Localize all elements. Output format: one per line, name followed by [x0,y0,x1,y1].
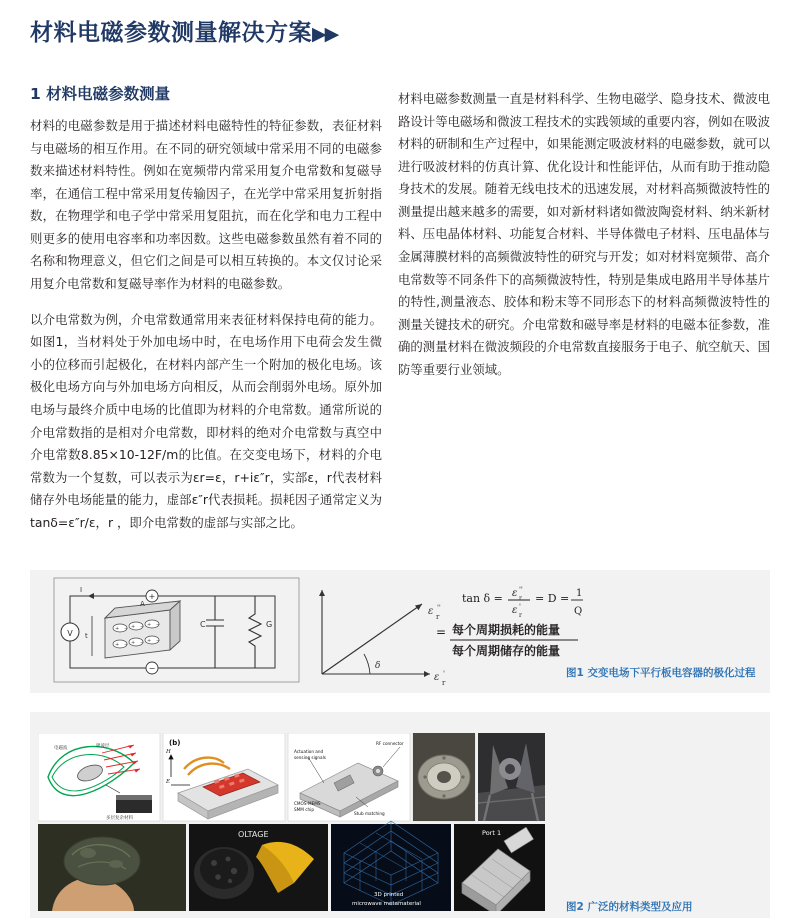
svg-text:ε: ε [512,588,518,599]
paragraph: 材料的电磁参数是用于描述材料电磁特性的特征参数，表征材料与电磁场的相互作用。在不同的研究领域中常采用不同的电磁参数来描述材料特性。例如在宽频带内常采用复介电常数和复磁导率，在通信工程中常采用复传输因子，在光学中常采用复折射指数，在物理学和电子学中常采用复阻抗，而在化学和电力工程中则更多的使用电容率和功率因数。这些电磁参数虽然有着不同的名称和物理意义，但它们之间是可以相互转换的。本文仅讨论采用复介电常数和复磁导率作为材料的电磁参数。 [30,118,382,292]
svg-text:=: = [436,625,447,639]
right-column [398,88,770,382]
figure-2-caption-text: 广泛的材料类型及应用 [587,901,693,913]
svg-text:SMM chip: SMM chip [294,807,314,812]
svg-text:−: − [148,664,156,673]
svg-text:CMOS-MEMS: CMOS-MEMS [294,801,321,806]
svg-text:每个周期储存的能量: 每个周期储存的能量 [452,644,561,658]
svg-text:ε: ε [428,606,434,617]
title-arrows-icon: ▶▶ [312,23,338,45]
svg-text:r: r [436,613,440,621]
svg-text:ε: ε [434,672,440,683]
svg-text:多层复杂材料: 多层复杂材料 [106,816,133,821]
svg-text:Q: Q [574,606,583,617]
svg-text:1: 1 [576,588,583,599]
page-title [30,14,770,47]
paragraph: 材料电磁参数测量一直是材料科学、生物电磁学、隐身技术、微波电路设计等电磁场和微波工程技术的实践领域的重要内容，例如在吸波材料的研制和生产过程中，如果能测定吸波材料的电磁参数，就可以进行吸波材料的仿真计算、优化设计和性能评估，从而有助于推动隐身技术的发展。随着无线电技术的迅速发展，对材料高频微波特性的测量提出越来越多的需要，如对新材料诸如微波陶瓷材料、纳米新材料、压电晶体材料、功能复合材料、半导体微电子材料、压电晶体与金属薄膜材料的高频微波特性的研究与开发；如对材料宽频带、高介电常数等不同条件下的高频微波特性，特别是集成电路用半导体基片的特性,测量液态、胶体和粉末等不同形态下的材料高频微波特性的测量关键技术的研究。介电常数和磁导率是材料的电磁本征参数，准确的测量材料在微波频段的介电常数直接服务于电子、航空航天、国防等重要行业领域。 [398,91,770,377]
svg-text:+: + [147,638,152,644]
svg-text:= D =: = D = [535,592,570,605]
svg-text:吸波层: 吸波层 [96,744,110,749]
svg-text:3D printed: 3D printed [374,892,404,898]
svg-text:Stub matching: Stub matching [354,811,385,816]
svg-text:−: − [124,642,129,648]
svg-text:': ' [443,670,445,678]
svg-text:sensing signals: sensing signals [294,755,326,760]
svg-text:C: C [200,620,206,629]
svg-text:+: + [131,624,136,630]
svg-text:+: + [131,640,136,646]
svg-text:V: V [67,629,73,638]
svg-text:t: t [85,632,88,640]
svg-text:−: − [140,624,145,630]
svg-text:δ: δ [375,661,381,671]
paragraph: 以介电常数为例，介电常数通常用来表征材料保持电荷的能力。如图1，当材料处于外加电场中时，在电场作用下电荷会发生微小的位移而引起极化，在材料内部产生一个附加的极化电场。该极化电场方向与外加电场方向相反，从而会削弱外电场。原外加电场与最终介质中电场的比值即为材料的介电常数。通常所说的介电常数指的是相对介电常数，即材料的绝对介电常数与真空中介电常数8.85×10-12F/m的比值。在交变电场下，材料的介电常数为一个复数，可以表示为εr=ε，r+iε″r，实部ε，r代表材料储存外电场能量的能力，虚部ε″r代表损耗。损耗因子通常定义为tanδ=ε″r/ε，r ，即介电常数的虚部与实部之比。 [30,311,382,530]
section-heading: 1 材料电磁参数测量 [30,85,171,103]
svg-text:RF connector: RF connector [376,741,404,746]
svg-text:Port 1: Port 1 [482,829,502,837]
svg-text:'': '' [437,604,441,612]
svg-text:+: + [148,592,156,601]
svg-text:r: r [519,612,522,619]
figure-1-label: 图1 [566,667,584,679]
svg-text:G: G [266,620,273,629]
svg-text:E: E [166,779,171,785]
svg-text:ε: ε [512,605,518,616]
figure-2-caption [566,900,771,916]
svg-text:'': '' [519,586,523,594]
svg-text:r: r [519,595,522,602]
svg-text:r: r [442,679,446,687]
figure-2-image-grid [38,733,545,911]
svg-text:+: + [115,626,120,632]
page-title-text: 材料电磁参数测量解决方案 [30,20,312,46]
figure-1-caption-text: 交变电场下平行板电容器的极化过程 [587,667,756,679]
svg-text:microwave metamaterial: microwave metamaterial [352,901,421,907]
svg-text:': ' [519,603,521,611]
svg-text:−: − [156,622,161,628]
svg-text:tan δ =: tan δ = [462,592,503,605]
svg-text:−: − [124,626,129,632]
svg-text:电磁波: 电磁波 [54,746,68,751]
left-column [30,115,382,534]
svg-text:A: A [140,600,145,608]
svg-text:I: I [80,586,83,594]
svg-text:H: H [166,749,171,755]
svg-text:−: − [156,638,161,644]
svg-text:每个周期损耗的能量: 每个周期损耗的能量 [452,623,561,637]
figure-1-caption [566,666,771,682]
svg-text:(b): (b) [169,739,181,747]
svg-text:+: + [147,622,152,628]
figure-1-image [30,570,585,693]
svg-text:−: − [140,640,145,646]
svg-text:OLTAGE: OLTAGE [238,830,269,839]
svg-text:+: + [115,642,120,648]
figure-2-label: 图2 [566,901,584,913]
svg-text:Actuation and: Actuation and [294,749,324,754]
